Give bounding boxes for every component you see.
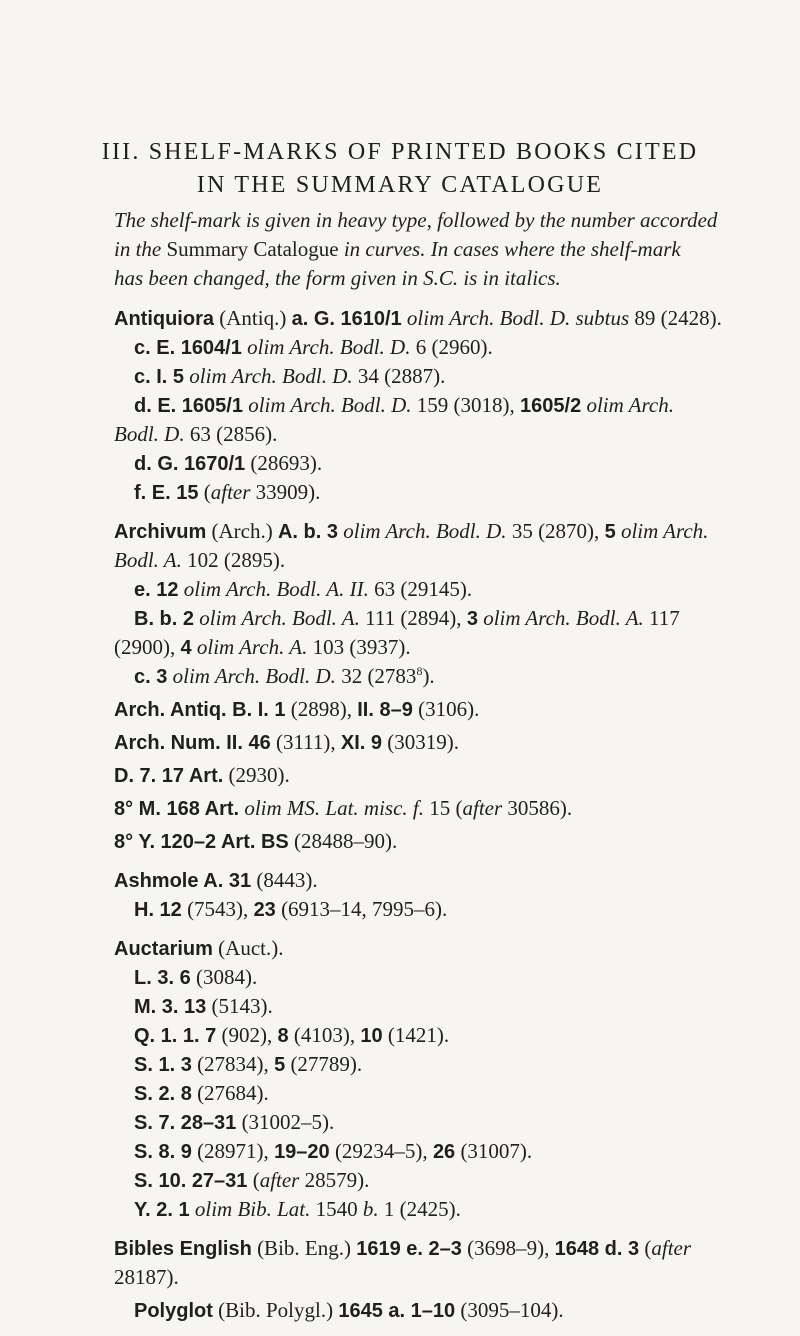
entry-auct-l: L. 3. 6 (3084). (134, 965, 258, 989)
entry-arch-num: Arch. Num. II. 46 (3111), XI. 9 (30319). (114, 730, 460, 754)
entry-m168: 8° M. 168 Art. olim MS. Lat. misc. f. 15 (after 30586). (114, 796, 573, 820)
entry-auct-s1: S. 1. 3 (27834), 5 (27789). (134, 1052, 363, 1076)
entry-ashmole: Ashmole A. 31 (8443). (114, 868, 318, 892)
intro-line-3: has been changed, the form given in S.C. is in italics. (114, 266, 561, 290)
entry-auctarium: Auctarium (Auct.). (114, 936, 284, 960)
entry-archivum: Archivum (Arch.) A. b. 3 olim Arch. Bodl. D. 35 (2870), 5 olim Arch. (114, 519, 709, 543)
entry-arch-B: B. b. 2 olim Arch. Bodl. A. 111 (2894), 3 olim Arch. Bodl. A. 117 (134, 606, 680, 630)
entry-antiq-f: f. E. 15 (after 33909). (134, 480, 321, 504)
entry-arch-a-cont: Bodl. A. 102 (2895). (114, 548, 286, 572)
entry-arch-c: c. 3 olim Arch. Bodl. D. 32 (2783$^8$). (134, 664, 435, 688)
entry-auct-m: M. 3. 13 (5143). (134, 994, 273, 1018)
entry-antiquiora: Antiquiora (Antiq.) a. G. 1610/1 olim Arch. Bodl. D. subtus 89 (2428). (114, 306, 722, 330)
entry-y120: 8° Y. 120–2 Art. BS (28488–90). (114, 829, 398, 853)
entry-auct-s2: S. 2. 8 (27684). (134, 1081, 269, 1105)
entry-auct-q: Q. 1. 1. 7 (902), 8 (4103), 10 (1421). (134, 1023, 450, 1047)
entry-antiq-d1: d. E. 1605/1 olim Arch. Bodl. D. 159 (3018), 1605/2 olim Arch. (134, 393, 674, 417)
entry-arch-B-cont: (2900), 4 olim Arch. A. 103 (3937). (114, 635, 411, 659)
entry-antiq-d1-cont: Bodl. D. 63 (2856). (114, 422, 278, 446)
entry-polyglot: Polyglot (Bib. Polygl.) 1645 a. 1–10 (3095–104). (134, 1298, 564, 1322)
section-heading-line2: IN THE SUMMARY CATALOGUE (196, 172, 604, 198)
entry-arch-e: e. 12 olim Arch. Bodl. A. II. 63 (29145). (134, 577, 473, 601)
section-heading-line1: III. SHELF-MARKS OF PRINTED BOOKS CITED (101, 139, 699, 165)
entry-bibles-cont: 28187). (114, 1265, 179, 1289)
entry-ashmole-h: H. 12 (7543), 23 (6913–14, 7995–6). (134, 897, 448, 921)
entry-antiq-c1: c. E. 1604/1 olim Arch. Bodl. D. 6 (2960). (134, 335, 493, 359)
intro-line-2: in the Summary Catalogue in curves. In cases where the shelf-mark (114, 237, 681, 261)
entry-antiq-d2: d. G. 1670/1 (28693). (134, 451, 323, 475)
entry-bibles: Bibles English (Bib. Eng.) 1619 e. 2–3 (3698–9), 1648 d. 3 (after (114, 1236, 692, 1260)
entry-d7: D. 7. 17 Art. (2930). (114, 763, 290, 787)
entry-auct-y: Y. 2. 1 olim Bib. Lat. 1540 b. 1 (2425). (134, 1197, 461, 1221)
entry-auct-s8: S. 8. 9 (28971), 19–20 (29234–5), 26 (31007). (134, 1139, 533, 1163)
intro-line-1: The shelf-mark is given in heavy type, followed by the number accorded (114, 208, 718, 232)
entry-auct-s10: S. 10. 27–31 (after 28579). (134, 1168, 370, 1192)
entry-antiq-c2: c. I. 5 olim Arch. Bodl. D. 34 (2887). (134, 364, 446, 388)
entry-auct-s7: S. 7. 28–31 (31002–5). (134, 1110, 335, 1134)
entry-arch-antiq: Arch. Antiq. B. I. 1 (2898), II. 8–9 (3106). (114, 697, 480, 721)
